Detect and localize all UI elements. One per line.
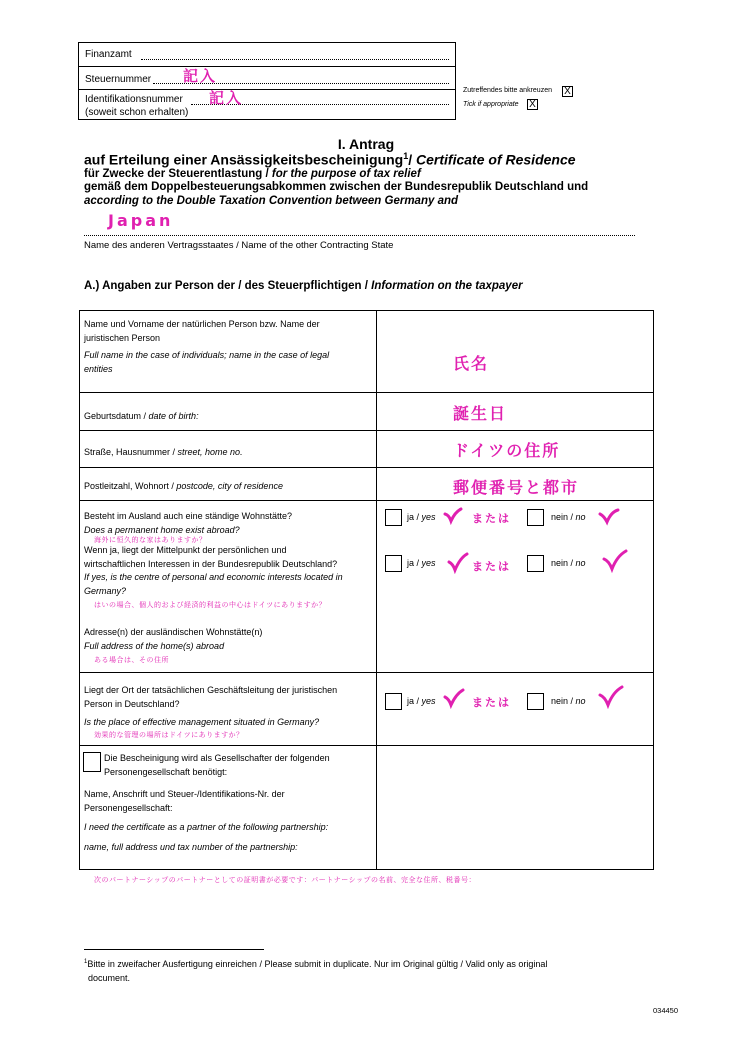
tick-de-checkbox[interactable]: X xyxy=(562,86,573,97)
home-q2-or-note: または xyxy=(472,560,511,573)
steuernummer-note: 記入 xyxy=(183,67,218,85)
partnership-checkbox[interactable] xyxy=(83,752,101,772)
title-line1: I. Antrag xyxy=(337,136,395,152)
row-home-q1-jp: 海外に恒久的な家はありますか？ xyxy=(94,536,207,544)
row-postcode-note[interactable]: 郵便番号と都市 xyxy=(453,478,580,497)
row-postcode-label: Postleitzahl, Wohnort / postcode, city of residence xyxy=(84,481,283,491)
management-ja-checkbox[interactable] xyxy=(385,693,402,710)
home-q1-ja-label: ja / yes xyxy=(407,512,436,522)
identifikationsnummer-label: Identifikationsnummer xyxy=(85,94,183,105)
row-management-jp: 効果的な管理の場所はドイツにありますか？ xyxy=(94,731,244,739)
title-line2: auf Erteilung einer Ansässigkeitsbescheinigung$^1$/ Certificate of Residence xyxy=(84,151,576,168)
tick-de-label: Zutreffendes bitte ankreuzen xyxy=(463,87,552,94)
row-name-label: Name und Vorname der natürlichen Person bzw. Name der juristischen Person Full name in the case of individuals; name in the case of legal entities xyxy=(84,319,330,374)
title-line4: gemäß dem Doppelbesteuerungsabkommen zwischen der Bundesrepublik Deutschland und xyxy=(84,181,589,193)
title-line5: according to the Double Taxation Convention between Germany and xyxy=(84,195,459,207)
partnership-field[interactable] xyxy=(377,746,653,869)
row-home-q2-label: Wenn ja, liegt der Mittelpunkt der persönlichen und wirtschaftlichen Interessen in der Bundesrepublik Deutschland? If yes, is the centre of personal and economic interests located in Germany? xyxy=(84,545,343,596)
row-birth-note[interactable]: 誕生日 xyxy=(453,404,508,423)
tax-office-box xyxy=(78,42,456,120)
row-street-note[interactable]: ドイツの住所 xyxy=(453,441,561,460)
management-nein-checkmark-icon xyxy=(598,685,624,709)
home-q2-nein-label: nein / no xyxy=(551,558,586,568)
finanzamt-field[interactable] xyxy=(141,59,449,60)
footnote-divider xyxy=(84,949,264,950)
management-or-note: または xyxy=(472,696,511,709)
contracting-state-value[interactable]: Japan xyxy=(108,211,174,230)
title-line3: für Zwecke der Steuerentlastung / for the purpose of tax relief xyxy=(84,168,421,180)
row-partnership-label: Die Bescheinigung wird als Gesellschafter der folgenden Personengesellschaft benötigt: xyxy=(104,753,330,777)
home-q1-nein-checkbox[interactable] xyxy=(527,509,544,526)
home-q1-nein-label: nein / no xyxy=(551,512,586,522)
management-ja-checkmark-icon xyxy=(443,688,465,710)
partnership-note-jp: 次のパートナーシップのパートナーとしての証明書が必要です：パートナーシップの名前、完全な住所、税番号： xyxy=(94,876,476,884)
home-q2-nein-checkbox[interactable] xyxy=(527,555,544,572)
identifikationsnummer-note: 記入 xyxy=(209,89,244,107)
home-q2-ja-checkbox[interactable] xyxy=(385,555,402,572)
soweit-label: (soweit schon erhalten) xyxy=(85,107,189,118)
management-nein-label: nein / no xyxy=(551,696,586,706)
home-q2-nein-checkmark-icon xyxy=(602,549,628,573)
home-q1-nein-checkmark-icon xyxy=(598,508,620,526)
row-management-label: Liegt der Ort der tatsächlichen Geschäftsleitung der juristischen Person in Deutschland? Is the place of effective management situated in Germany? xyxy=(84,685,338,727)
finanzamt-label: Finanzamt xyxy=(85,49,132,60)
finanzamt-row[interactable] xyxy=(79,43,455,67)
home-q2-ja-label: ja / yes xyxy=(407,558,436,568)
home-q2-ja-checkmark-icon xyxy=(447,552,469,574)
home-q1-ja-checkmark-icon xyxy=(443,507,463,525)
row-birth-label: Geburtsdatum / date of birth: xyxy=(84,411,199,421)
contracting-state-field[interactable] xyxy=(84,235,635,236)
footnote: $^1$Bitte in zweifacher Ausfertigung einreichen / Please submit in duplicate. Nur im Original gültig / Valid only as original document. xyxy=(84,959,548,983)
home-q1-ja-checkbox[interactable] xyxy=(385,509,402,526)
form-number: 034450 xyxy=(653,1006,679,1015)
contracting-state-label: Name des anderen Vertragsstaates / Name of the other Contracting State xyxy=(84,240,394,251)
steuernummer-label: Steuernummer xyxy=(85,74,152,85)
row-home-label: Besteht im Ausland auch eine ständige Wohnstätte? Does a permanent home exist abroad? xyxy=(84,511,292,535)
row-partnership-detail: Name, Anschrift und Steuer-/Identifikations-Nr. der Personengesellschaft: I need the certificate as a partner of the following partnership: name, full address und tax number of the partnership: xyxy=(84,789,329,852)
section-a-heading: A.) Angaben zur Person der / des Steuerpflichtigen / Information on the taxpayer xyxy=(84,280,523,292)
row-name-note[interactable]: 氏名 xyxy=(453,354,490,373)
row-home-q2-jp: はいの場合、個人的および経済的利益の中心はドイツにありますか？ xyxy=(94,601,327,609)
home-q1-or-note: または xyxy=(472,512,511,525)
row-home-q3-label: Adresse(n) der ausländischen Wohnstätte(n) Full address of the home(s) abroad xyxy=(84,627,263,651)
tick-en-label: Tick if appropriate xyxy=(463,101,519,108)
tick-en-checkbox[interactable]: X xyxy=(527,99,538,110)
management-ja-label: ja / yes xyxy=(407,696,436,706)
management-nein-checkbox[interactable] xyxy=(527,693,544,710)
row-street-label: Straße, Hausnummer / street, home no. xyxy=(84,447,243,457)
row-home-q3-jp: ある場合は、その住所 xyxy=(94,656,169,664)
